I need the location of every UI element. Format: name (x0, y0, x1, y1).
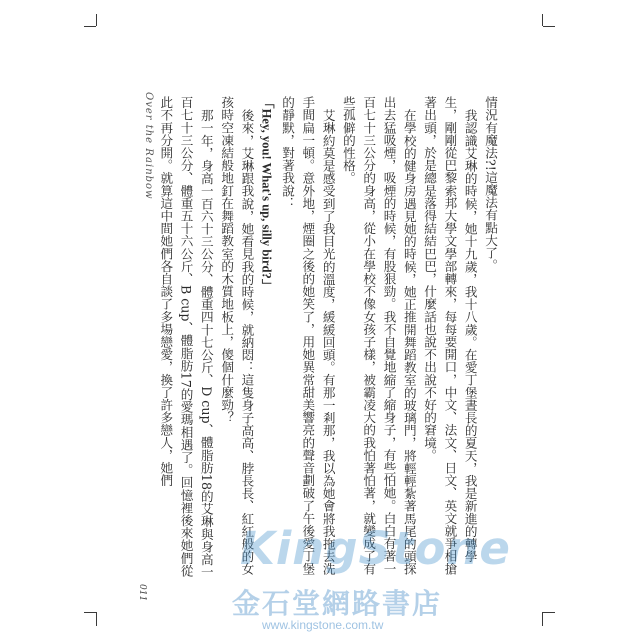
crop-mark-top-right-h (542, 14, 543, 26)
page-number: 011 (137, 584, 147, 602)
paragraph: 我認識艾琳的時候，她十九歲，我十八歲。在愛丁堡晝長的夏天，我是新進的轉學生，剛剛從巴黎索邦大學文學部轉來，每每要開口，中文、法文、日文、英文就爭相搶著出頭，於是總是落得結結巴巴，什麼話也說不出說不好的窘境。 (422, 96, 478, 575)
crop-mark-top-left-v (84, 26, 96, 27)
paragraph: 艾琳約莫是感受到了我目光的溫度，緩緩回頭。有那一剎那，我以為她會將我拖去洗手間扁一頓。意外地，煙圈之後的她笑了，用她異常甜美響亮的聲音劃破了午後愛丁堡的靜默，對著我說： (280, 96, 336, 575)
dialogue-quote: 「Hey, you! What's up, silly bird?」 (259, 96, 274, 292)
crop-mark-bottom-right-v (543, 612, 555, 613)
crop-mark-bottom-left-h (96, 612, 97, 626)
paragraph: 後來，艾琳跟我說，她看見我的時候，就納悶：這隻身子高高、脖長長、紅紅般的女孩時空凍結般地釘在舞蹈教室的木質地板上，傻個什麼勁？ (219, 96, 255, 575)
running-header-book-title: Over the Rainbow (143, 92, 154, 200)
watermark-url: www.kingstone.com.tw (262, 618, 384, 632)
crop-mark-bottom-right-h (542, 612, 543, 626)
paragraph: 那一年，身高一百六十三公分、體重四十七公斤、D cup、體脂肪18的艾琳與身高一百七十三公分、體重五十六公斤、B cup、體脂肪17的愛瑪相遇了。回憶裡後來她們從此不再分開。就算這中間她們各自談了多場戀愛，換了許多戀人，她們 (158, 96, 214, 578)
crop-mark-top-left-h (96, 14, 97, 26)
crop-mark-top-right-v (543, 26, 555, 27)
watermark-logo: KingStone (240, 522, 511, 575)
watermark-chinese: 金石堂網路書店 (232, 587, 443, 620)
paragraph: 情況有魔法?!這魔法有點大了。 (483, 96, 498, 272)
body-text-column (158, 96, 500, 581)
paragraph: 在學校的健身房遇見她的時候，她正推開舞蹈教室的玻璃門，將輕輕紮著馬尾的頭探出去猛吸煙，吸煙的時候，有股狠勁。我不自覺地縮了縮身子，有些怕她。白白有著一百七十三公分的身高，從小在學校不像女孩子樣，被霸凌大的我怕著怕著，就變成了有些孤僻的性格。 (340, 96, 417, 575)
crop-mark-bottom-left-v (84, 612, 96, 613)
